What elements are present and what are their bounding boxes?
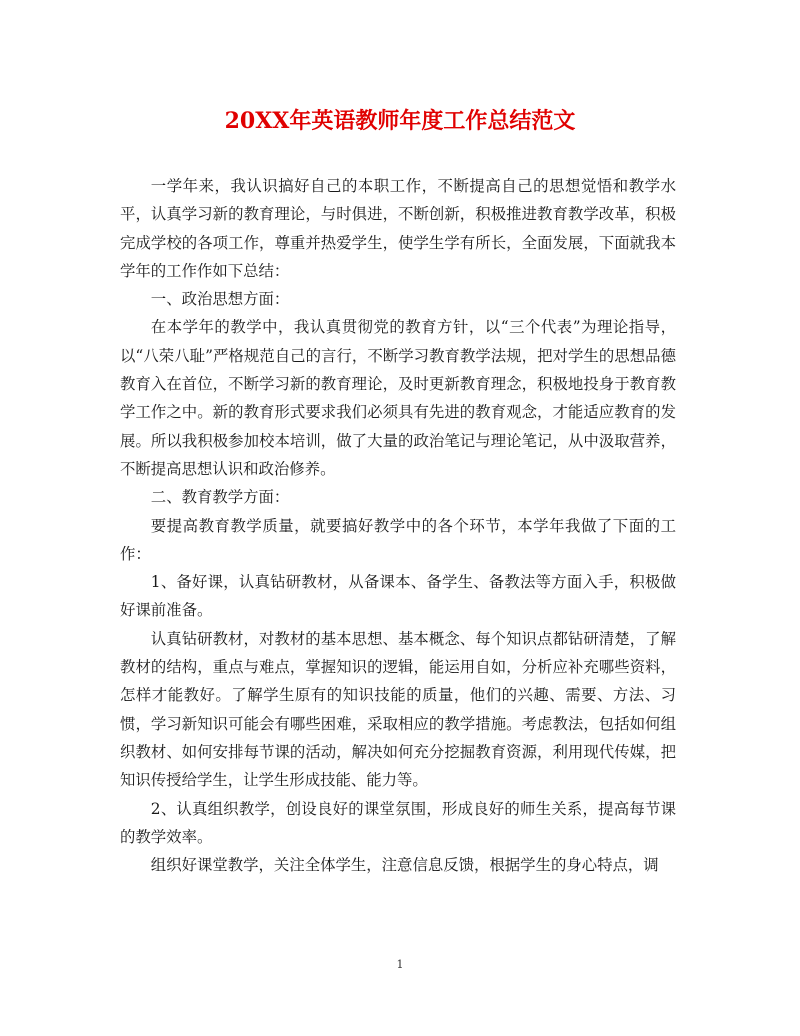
list-item-organize-teaching: 2、认真组织教学，创设良好的课堂氛围，形成良好的师生关系，提高每节课的教学效率。 xyxy=(120,799,676,846)
document-body xyxy=(120,172,676,879)
paragraph-intro: 一学年来，我认识搞好自己的本职工作，不断提高自己的思想觉悟和教学水平，认真学习新的教育理论，与时俱进，不断创新，积极推进教育教学改革，积极完成学校的各项工作，尊重并热爱学生，使学生学有所长，全面发展，下面就我本学年的工作作如下总结： xyxy=(120,177,676,280)
document-title: 20XX年英语教师年度工作总结范文 xyxy=(224,108,576,134)
page-number: 1 xyxy=(396,958,404,971)
section-heading-political: 一、政治思想方面： xyxy=(150,290,290,309)
section-heading-teaching: 二、教育教学方面： xyxy=(150,488,290,507)
paragraph-political: 在本学年的教学中，我认真贯彻党的教育方针，以“三个代表”为理论指导，以“八荣八耻”严格规范自己的言行，不断学习教育教学法规，把对学生的思想品德教育入在首位，不断学习新的教育理论，及时更新教育理念，积极地投身于教育教学工作之中。新的教育形式要求我们必须具有先进的教育观念，才能适应教育的发展。所以我积极参加校本培训，做了大量的政治笔记与理论笔记，从中汲取营养，不断提高思想认识和政治修养。 xyxy=(120,318,676,478)
paragraph-classroom: 组织好课堂教学，关注全体学生，注意信息反馈，根据学生的身心特点，调 xyxy=(150,856,659,875)
paragraph-study-materials: 认真钻研教材，对教材的基本思想、基本概念、每个知识点都钻研清楚，了解教材的结构，重点与难点，掌握知识的逻辑，能运用自如，分析应补充哪些资料，怎样才能教好。了解学生原有的知识技能的质量，他们的兴趣、需要、方法、习惯，学习新知识可能会有哪些困难，采取相应的教学措施。考虑教法，包括如何组织教材、如何安排每节课的活动，解决如何充分挖掘教育资源，利用现代传媒，把知识传授给学生，让学生形成技能、能力等。 xyxy=(120,629,676,790)
list-item-prepare-lessons: 1、备好课，认真钻研教材，从备课本、备学生、备教法等方面入手，积极做好课前准备。 xyxy=(120,573,676,620)
paragraph-teaching-intro: 要提高教育教学质量，就要搞好教学中的各个环节，本学年我做了下面的工作： xyxy=(120,516,676,563)
